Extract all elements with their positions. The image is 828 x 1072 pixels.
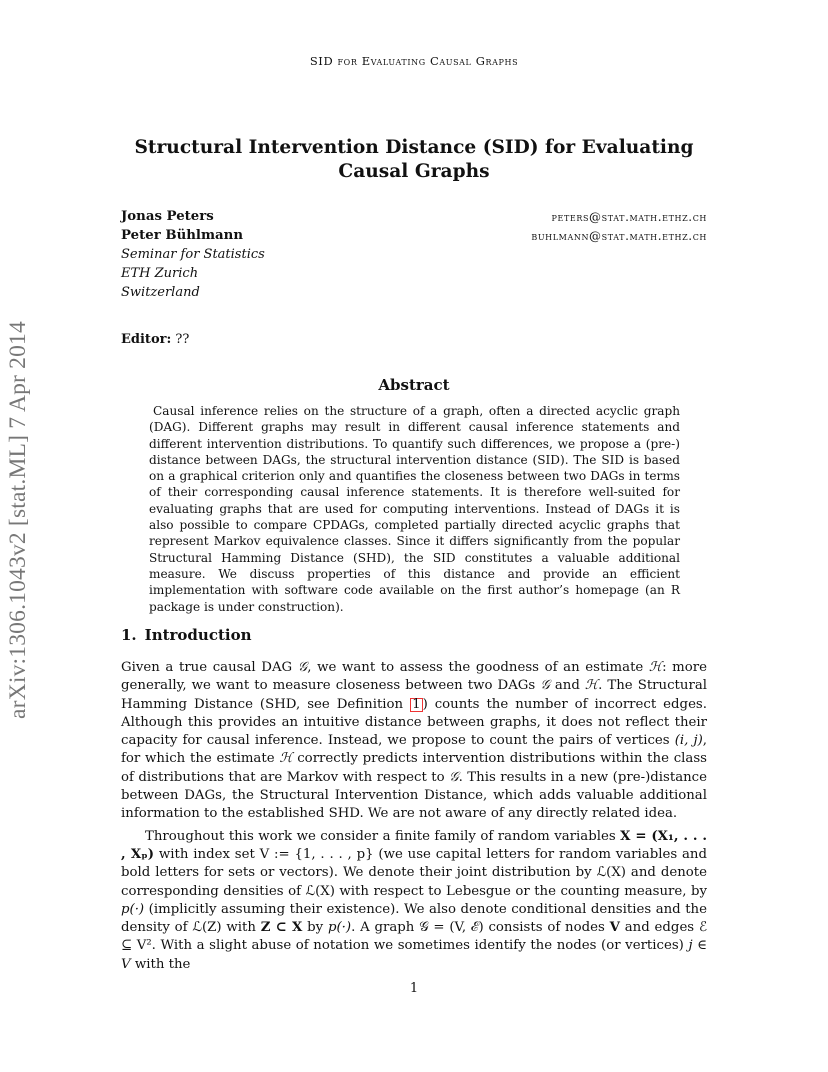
text-run: and edges: [619, 920, 699, 936]
math-expression: V: [609, 920, 620, 936]
definition-reference-link[interactable]: 1: [412, 696, 421, 712]
text-run: with respect to Lebesgue or the counting measure, by: [334, 883, 707, 899]
editor-line: [121, 331, 189, 349]
text-run: and: [549, 678, 585, 694]
math-symbol: ℋ: [279, 751, 293, 767]
paragraph: [121, 659, 707, 824]
author-name: Jonas Peters: [121, 209, 214, 224]
math-expression: ℰ ⊆ V²: [121, 920, 707, 954]
math-symbol: 𝒢: [449, 769, 459, 785]
affiliation-line: Seminar for Statistics: [121, 247, 265, 262]
text-run: and denote corresponding densities of: [121, 865, 707, 899]
math-symbol: ℋ: [648, 660, 663, 675]
editor-label: Editor:: [121, 332, 172, 347]
math-expression: (i, j): [674, 733, 703, 749]
text-run: , we want to assess the goodness of an estimate: [307, 660, 649, 675]
text-run: , for which the estimate: [121, 733, 707, 767]
math-expression: X = (X₁, . . . , Xₚ): [121, 828, 707, 862]
math-expression: ℒ(X): [596, 865, 626, 881]
text-run: : more generally, we want to measure closeness between two DAGs: [121, 660, 708, 694]
affiliation-line: Switzerland: [121, 285, 200, 300]
math-expression: ℒ(Z): [192, 920, 222, 936]
body-text: [121, 659, 707, 974]
editor-value: ??: [175, 332, 190, 347]
author-email: buhlmann@stat.math.ethz.ch: [531, 229, 707, 243]
text-run: with the: [130, 956, 191, 972]
math-expression: p(·): [121, 901, 145, 917]
math-symbol: 𝒢: [540, 678, 550, 694]
math-expression: V := {1, . . . , p}: [259, 846, 374, 862]
text-run: with index set: [154, 846, 260, 862]
text-run: . A graph: [351, 920, 420, 936]
author-block: [121, 208, 707, 303]
text-run: . With a slight abuse of notation we sometimes identify the nodes (or vertices): [151, 938, 689, 954]
paragraph: [121, 828, 707, 974]
text-run: ) counts the number of incorrect edges. Although this provides an intuitive distance between graphs, it does not reflect their capacity for causal inference. Instead, we propose to count the pairs of vertices: [121, 696, 707, 749]
section-title: Introduction: [144, 626, 252, 644]
section-heading: [121, 626, 252, 644]
math-symbol: 𝒢: [297, 660, 308, 675]
affiliation-line: ETH Zurich: [121, 266, 199, 281]
author-email: peters@stat.math.ethz.ch: [551, 210, 707, 224]
paper-title: Structural Intervention Distance (SID) for Evaluating Causal Graphs: [134, 137, 694, 182]
text-run: . This results in a new (pre-)distance between DAGs, the Structural Intervention Distance, which adds valuable additional information to the established SHD. We are not aware of any directly related idea.: [121, 769, 707, 822]
math-expression: Z ⊂ X: [260, 920, 303, 936]
math-symbol: ℋ: [584, 678, 599, 694]
section-number: 1.: [121, 626, 137, 644]
text-run: Given a true causal DAG: [121, 660, 298, 675]
text-run: (we use capital letters for random variables and bold letters for sets or vectors). We denote their joint distribution by: [121, 846, 707, 881]
math-expression: ℒ(X): [305, 883, 335, 899]
text-run: correctly predicts intervention distributions within the class of distributions that are Markov with respect to: [121, 751, 707, 785]
text-run: Throughout this work we consider a finite family of random variables: [145, 828, 621, 844]
text-run: . The Structural Hamming Distance (SHD, see Definition: [121, 678, 707, 712]
author-name: Peter Bühlmann: [121, 228, 243, 243]
page-number: 1: [409, 981, 419, 996]
abstract-text: Causal inference relies on the structure of a graph, often a directed acyclic graph (DAG). Different graphs may result in different causal inference statements and different intervention distributions. To quantify such differences, we propose a (pre-) distance between DAGs, the structural intervention distance (SID). The SID is based on a graphical criterion only and quantifies the closeness between two DAGs in terms of their corresponding causal inference statements. It is therefore well-suited for evaluating graphs that are used for computing interventions. Instead of DAGs it is also possible to compare CPDAGs, completed partially directed acyclic graphs that represent Markov equivalence classes. Since it differs significantly from the popular Structural Hamming Distance (SHD), the SID constitutes a valuable additional measure. We discuss properties of this distance and provide an efficient implementation with software code available on the first author’s homepage (an R package is under construction).: [149, 404, 680, 614]
author-row: [121, 208, 707, 227]
arxiv-identifier-text: arXiv:1306.1043v2 [stat.ML] 7 Apr 2014: [4, 321, 31, 719]
text-run: by: [302, 920, 328, 936]
math-expression: j ∈ V: [121, 938, 707, 972]
author-row: [121, 227, 707, 246]
text-run: consists of nodes: [483, 920, 610, 936]
math-expression: 𝒢 = (V, ℰ): [419, 920, 484, 936]
text-run: with: [221, 920, 261, 936]
math-expression: p(·): [327, 920, 352, 936]
running-header: SID for Evaluating Causal Graphs: [309, 54, 519, 68]
text-run: (implicitly assuming their existence). We also denote conditional densities and the density of: [121, 901, 707, 936]
abstract-heading: Abstract: [378, 376, 450, 394]
